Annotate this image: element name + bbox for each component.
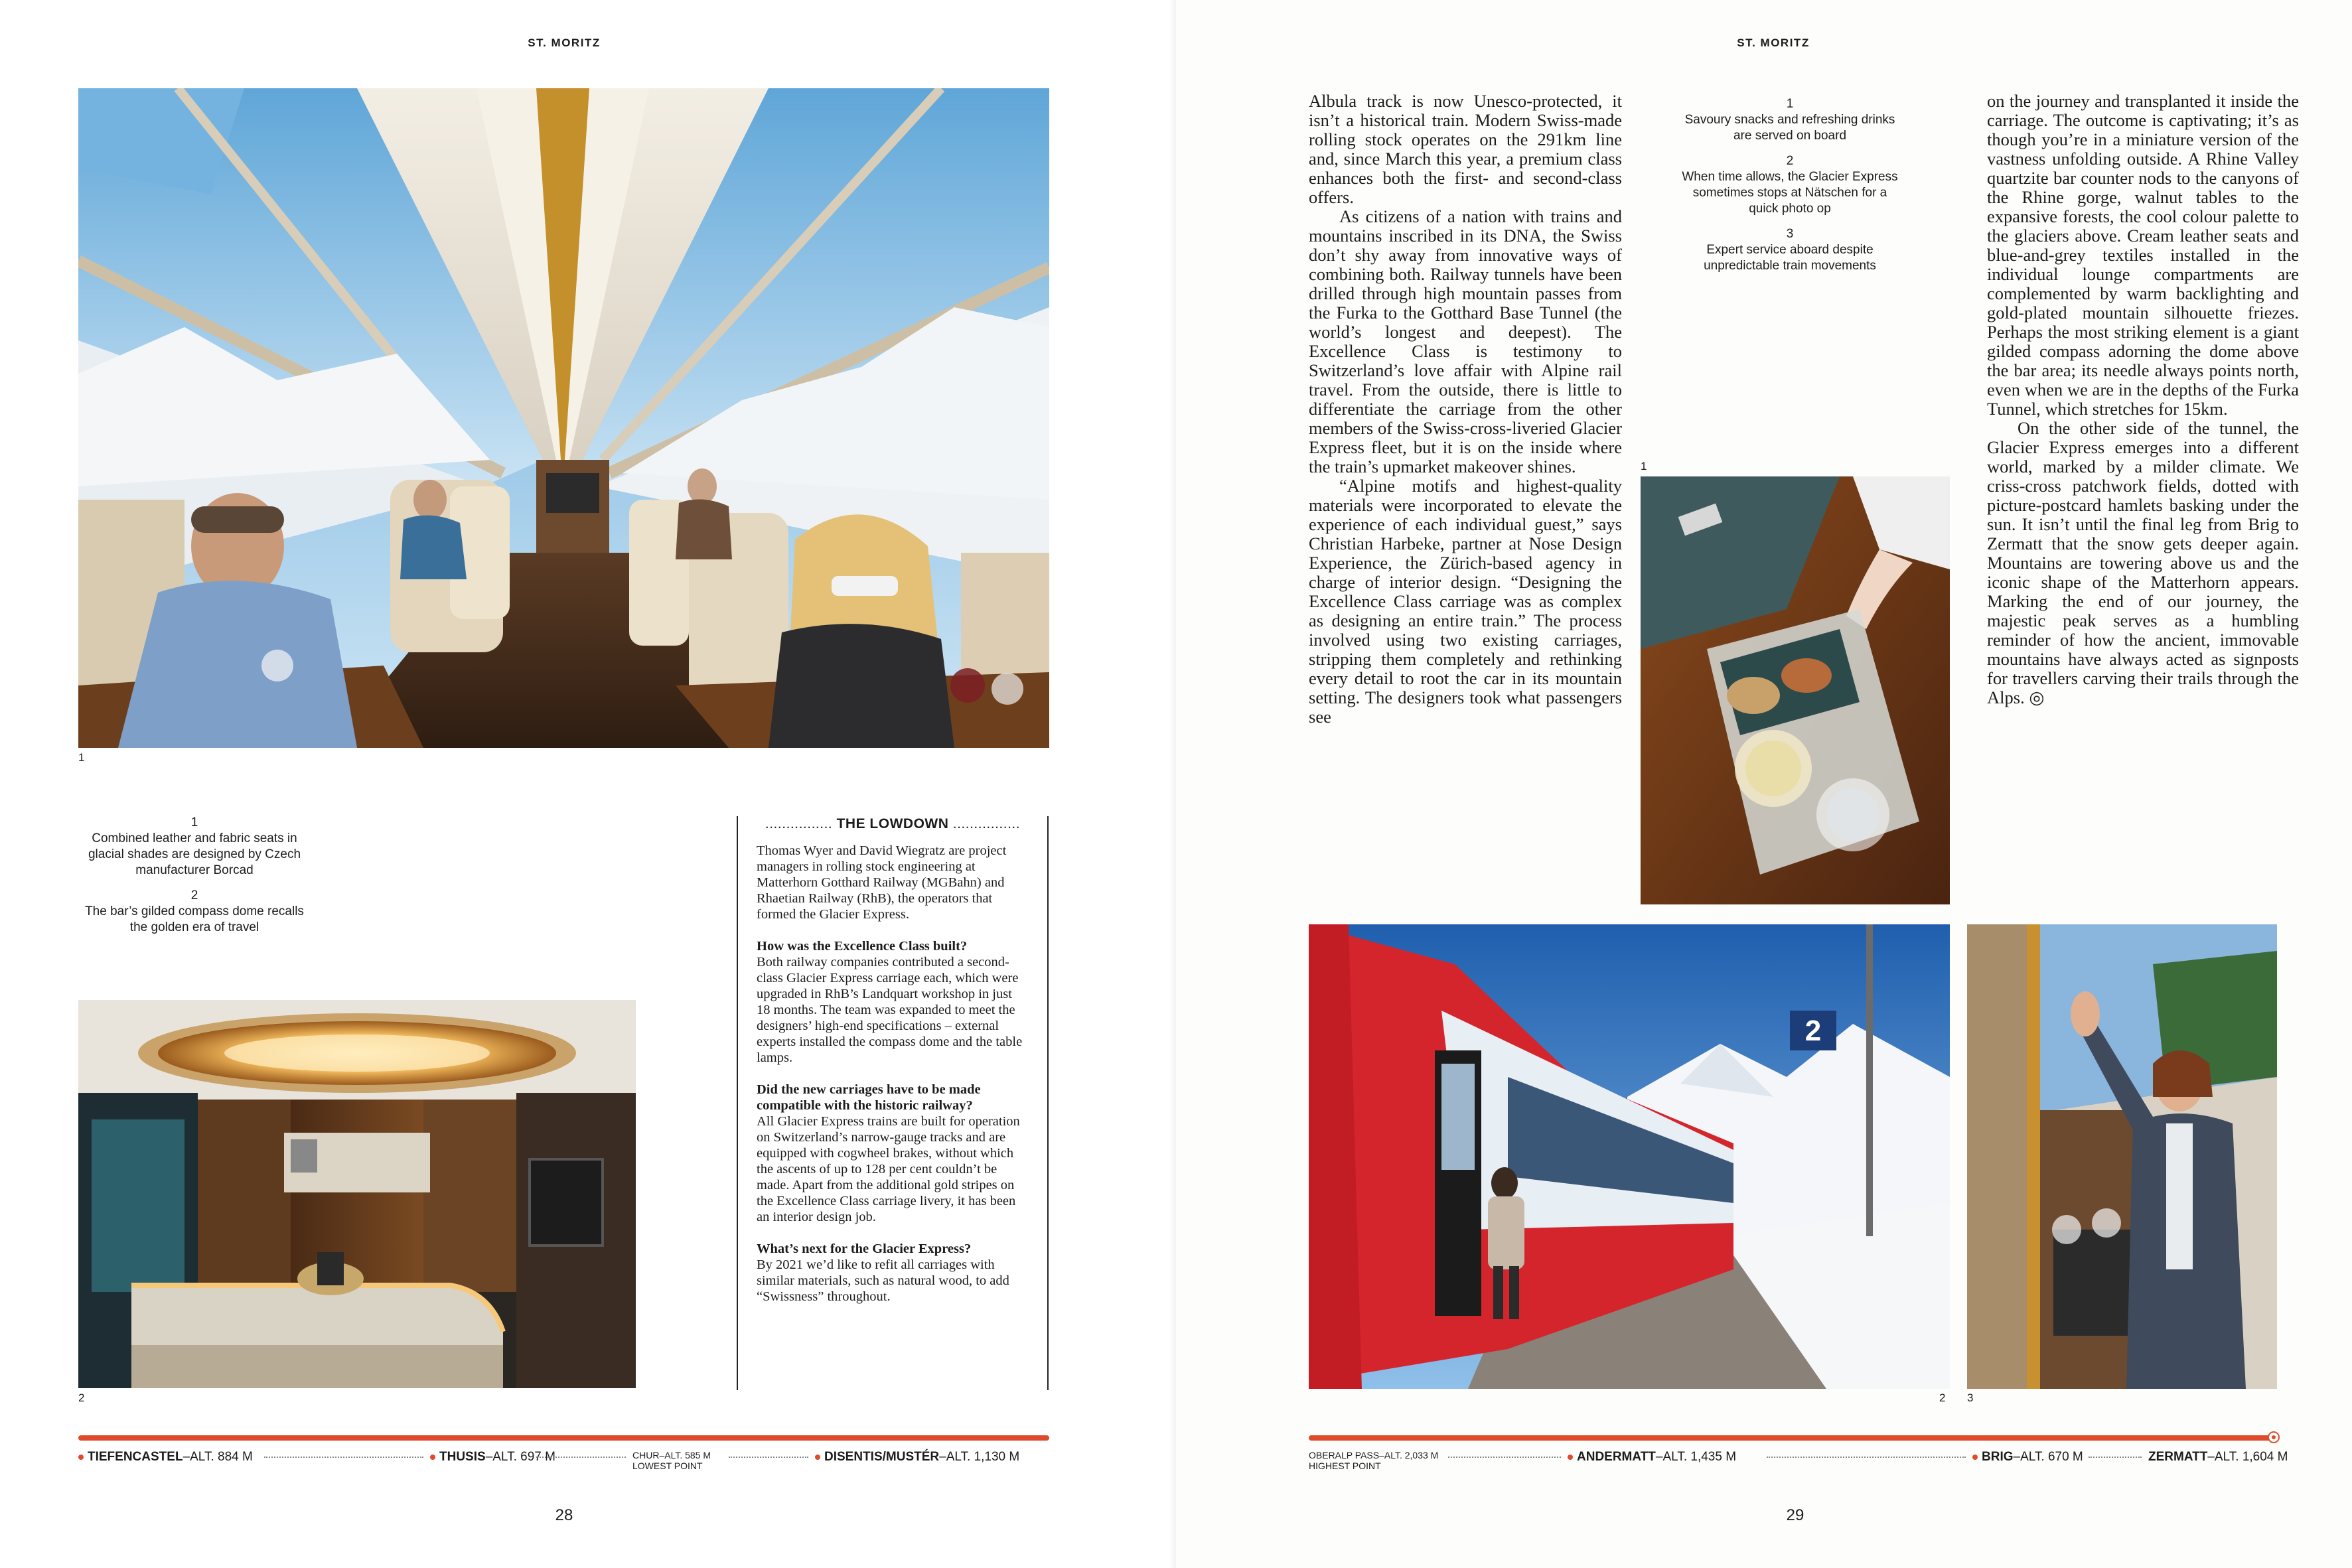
route-stop: ZERMATT–ALT. 1,604 M: [2148, 1450, 2288, 1464]
figure-number: 1: [1641, 460, 1647, 472]
article-paragraph: As citizens of a nation with trains and mountains inscribed in its DNA, the Swiss don’t shy away from innovative ways of combining both. Railway tunnels have been drilled through high mountain passes from the Furka to the Gotthard Base Tunnel (the world’s longest and deepest). The Excellence Class is testimony to Switzerland’s love affair with Alpine rail travel. From the outside, there is little to differentiate the carriage from the other members of the Swiss-cross-liveried Glacier Express fleet, but it is on the inside where the train’s upmarket makeover shines.: [1309, 206, 1622, 476]
route-stop: CHUR–ALT. 585 M LOWEST POINT: [632, 1450, 711, 1471]
stop-dot-icon: [78, 1455, 84, 1460]
route-line: [78, 1435, 1049, 1441]
right-page: [1176, 0, 2352, 1568]
lowdown-qa-2: Did the new carriages have to be made compatible with the historic railway? All Glacier Express trains are built for operation on Switzerland’s narrow-gauge tracks and are equipped with cogwheel brakes, without which the ascents of up to 128 per cent couldn’t be made. Apart from the additional gold stripes on the Excellence Class carriage livery, it has been an interior design job.: [757, 1082, 1020, 1224]
route-strip-left: [78, 1435, 1049, 1488]
route-line: [1309, 1435, 2277, 1441]
route-stop: ANDERMATT–ALT. 1,435 M: [1568, 1450, 1736, 1464]
caption-3: 3 Expert service aboard despite unpredictable train movements: [1704, 227, 1876, 273]
running-head-right: ST. MORITZ: [1737, 36, 1810, 49]
route-strip-right: [1309, 1435, 2288, 1488]
article-column-3: [1987, 92, 2299, 707]
stop-dot-icon: [1972, 1455, 1978, 1460]
caption-list-right: [1680, 96, 1899, 283]
route-stop: TIEFENCASTEL–ALT. 884 M: [78, 1450, 253, 1464]
lowdown-qa-1: How was the Excellence Class built? Both railway companies contributed a second-class Glacier Express carriage each, which were upgraded in RhB’s Landquart workshop in just 18 months. The team was expanded to meet the designers’ high-end specifications – external experts installed the compass dome and the table lamps.: [757, 939, 1023, 1065]
lowdown-title: ................ THE LOWDOWN ................: [765, 816, 1021, 831]
stop-dot-icon: [430, 1455, 435, 1460]
running-head-left: ST. MORITZ: [528, 36, 601, 49]
caption-1: 1 Combined leather and fabric seats in glacial shades are designed by Czech manufacturer Borcad: [88, 816, 301, 877]
article-column-1: [1309, 92, 1622, 727]
caption-list-left: [78, 815, 311, 945]
caption-2: 2 The bar’s gilded compass dome recalls the golden era of travel: [85, 889, 304, 934]
lowdown-intro: Thomas Wyer and David Wiegratz are project managers in rolling stock engineering at Matterhorn Gotthard Railway (MGBahn) and Rhaetian Railway (RhB), the operators that formed the Glacier Express.: [757, 843, 1007, 922]
article-paragraph: on the journey and transplanted it inside the carriage. The outcome is captivating; it’s as though you’re in a miniature version of the vastness unfolding outside. A Rhine Valley quartzite bar counter nods to the canyons of the Rhine gorge, walnut tables to the expansive forests, the cool colour palette to the glaciers above. Cream leather seats and blue-and-grey textiles installed in the individual lounge compartments are complemented by warm backlighting and gold-plated mountain silhouette friezes. Perhaps the most striking element is a giant gilded compass adorning the dome above the bar area; its needle always points north, even when we are in the depths of the Furka Tunnel, which stretches for 15km.: [1987, 91, 2299, 419]
figure-number: 1: [78, 751, 85, 764]
article-paragraph: “Alpine motifs and highest-quality materials were incorporated to elevate the experience of each individual guest,” says Christian Harbeke, partner at Nose Design Experience, the Zürich-based agency in charge of interior design. “Designing the Excellence Class carriage was as complex as designing an entire train.” The process involved using two existing carriages, stripping them completely and rethinking every detail to root the car in its mountain setting. The designers took what passengers see: [1309, 476, 1622, 727]
figure-number: 3: [1967, 1391, 1974, 1404]
article-paragraph: Albula track is now Unesco-protected, it isn’t a historical train. Modern Swiss-made rolling stock operates on the 291km line and, since March this year, a premium class enhances both the first- and second-class offers.: [1309, 91, 1622, 207]
stop-dot-icon: [815, 1455, 820, 1460]
figure-number: 2: [78, 1391, 85, 1404]
figure-number: 2: [1939, 1391, 1946, 1404]
lowdown-sidebar: [737, 816, 1049, 1390]
photo-staff-waving: [1967, 924, 2277, 1389]
lowdown-qa-3: What’s next for the Glacier Express? By 2021 we’d like to refit all carriages with similar materials, such as natural wood, to add “Swissness” throughout.: [757, 1242, 1009, 1304]
route-stop: BRIG–ALT. 670 M: [1972, 1450, 2083, 1464]
page-number-left: 28: [555, 1506, 573, 1524]
caption-1: 1 Savoury snacks and refreshing drinks are served on board: [1684, 97, 1895, 143]
route-stop: THUSIS–ALT. 697 M: [430, 1450, 555, 1464]
article-paragraph: On the other side of the tunnel, the Glacier Express emerges into a different world, marked by a milder climate. We criss-cross patchwork fields, dotted with picture-postcard hamlets basking under the sun. It isn’t until the final leg from Brig to Zermatt that the snow gets deeper again. Mountains are towering above us and the iconic shape of the Matterhorn appears. Marking the end of our journey, the majestic peak serves as a humbling reminder of how the ancient, immovable mountains have always acted as signposts for travellers carving their trails through the Alps. ◎: [1987, 418, 2299, 707]
caption-2: 2 When time allows, the Glacier Express sometimes stops at Nätschen for a quick photo op: [1682, 154, 1898, 216]
photo-snacks-served: [1641, 476, 1950, 904]
svg-text:2: 2: [1804, 1015, 1822, 1047]
photo-carriage-interior: [78, 88, 1049, 748]
route-stop: DISENTIS/MUSTÉR–ALT. 1,130 M: [815, 1450, 1019, 1464]
photo-train-platform: [1309, 924, 1950, 1389]
page-number-right: 29: [1786, 1506, 1804, 1524]
photo-bar-compass-dome: [78, 1000, 636, 1388]
stop-dot-icon: [1568, 1455, 1573, 1460]
route-stop: OBERALP PASS–ALT. 2,033 M HIGHEST POINT: [1309, 1450, 1439, 1471]
route-end-icon: [2268, 1431, 2280, 1443]
